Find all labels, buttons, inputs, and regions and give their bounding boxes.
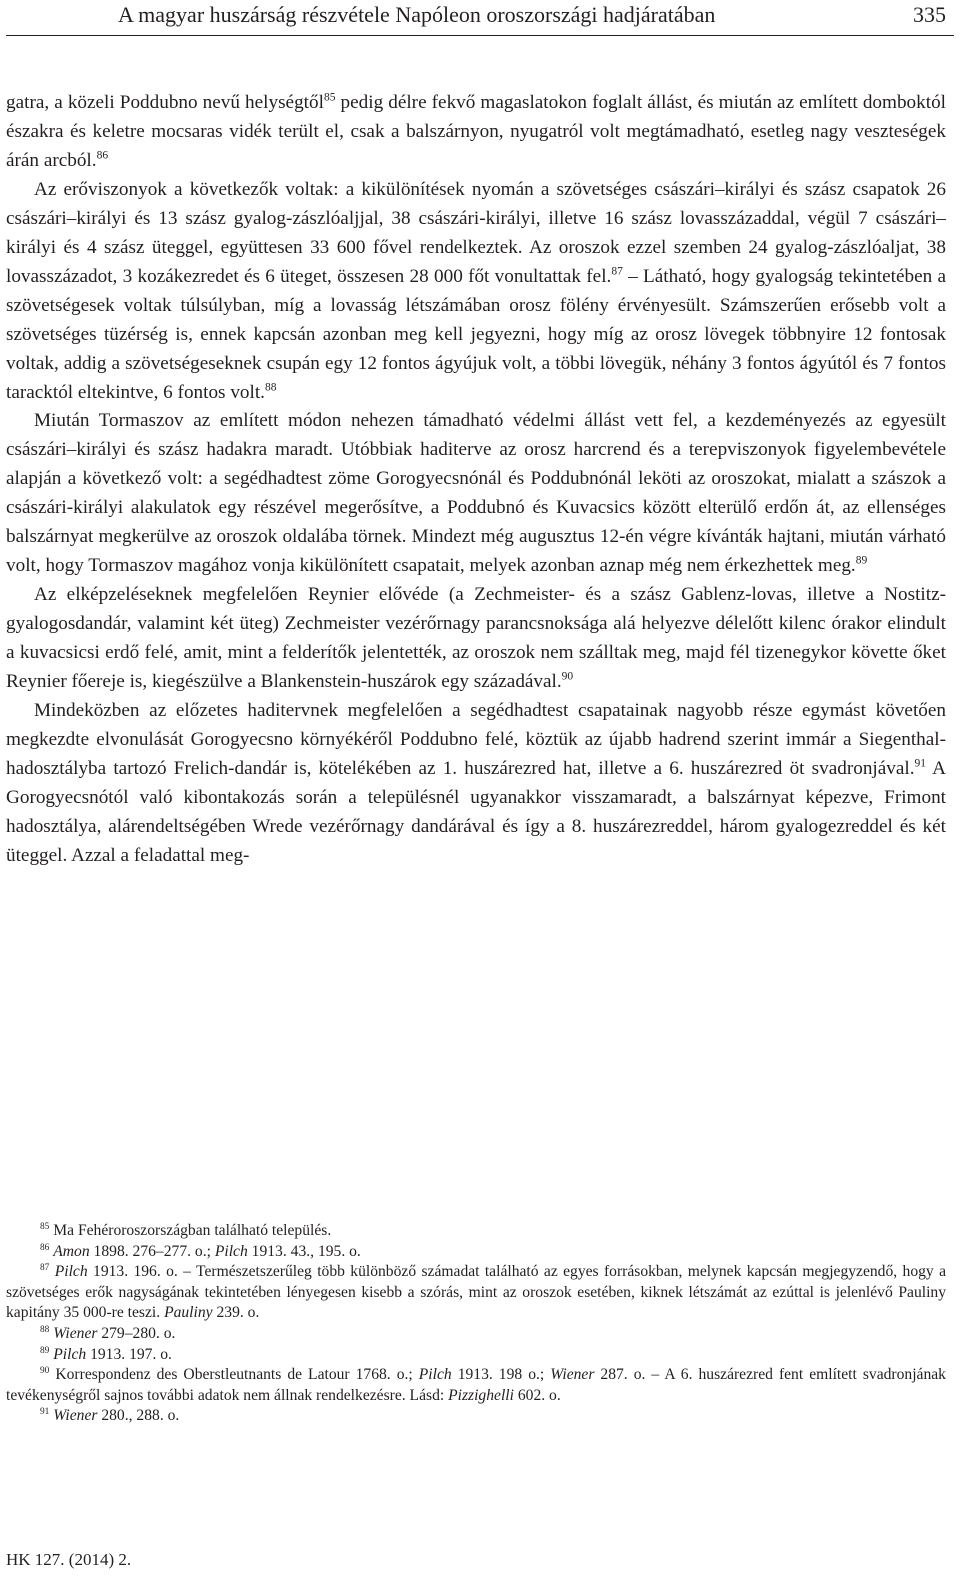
paragraph-4: Az elképzeléseknek megfelelően Reynier elővéde (a Zechmeister- és a szász Gablenz-lovas, illetve a Nostitz-gyalogosdandár, valamint két üteg) Zechmeister vezérőrnagy parancsnoksága alá helyezve délelőtt kilenc órakor elindult a kuvacsicsi erdő felé, amit, mint a felderítők jelentették, az oroszok nem szálltak meg, majd fél tizenegykor követte őket Reynier főereje is, kiegészülve a Blankenstein-huszárok egy századával.$^{90}$ (6, 584, 946, 693)
footnote-ref-88[interactable]: 88 (264, 381, 277, 394)
footnote-85: $^{85}$ Ma Fehéroroszországban található település. (40, 1221, 332, 1239)
footnote-ref-90[interactable]: 90 (561, 670, 574, 683)
page-header (0, 0, 960, 32)
paragraph-3: Miután Tormaszov az említett módon nehezen támadható védelmi állást vett fel, a kezdeményezés az egyesült császári–királyi és szász hadakra maradt. Utóbbiak haditerve az orosz harcrend és a terepviszonyok figyelembevétele alapján a következő volt: a segédhadtest zöme Gorogyecsnónál és Poddubnónál leköti az oroszokat, mialatt a szászok a császári-királyi alakulatok egy részével megerősítve, a Poddubnó és Kuvacsics között elterülő erdőn át, az ellenséges balszárnyat megkerülve az oroszok oldalába törnek. Mindezt még augusztus 12-én végre kívánták hajtani, miután várható volt, hogy Tormaszov magához vonja kikülönített csapatait, melyek azonban aznap még nem érkezhettek meg.$^{89}$ (6, 410, 946, 577)
footnote-ref-85[interactable]: 85 (323, 91, 336, 104)
footnotes (6, 1221, 946, 1427)
footnote-ref-86[interactable]: 86 (96, 149, 109, 162)
header-rule (6, 35, 954, 36)
footnote-88: $^{88}$ Wiener 279–280. o. (40, 1324, 176, 1342)
footnote-ref-89[interactable]: 89 (855, 554, 868, 567)
footnote-90: $^{90}$ Korrespondenz des Oberstleutnants de Latour 1768. o.; Pilch 1913. 198 o.; Wiener 287. o. – A 6. huszárezred fent említett svadronjának tevékenységről sajnos további adatok nem állnak rendelkezésre. Lásd: Pizzighelli 602. o. (6, 1365, 946, 1404)
footnote-91: $^{91}$ Wiener 280., 288. o. (40, 1407, 180, 1425)
paragraph-5: Mindeközben az előzetes haditervnek megfelelően a segédhadtest csapatainak nagyobb része egymást követően megkezdte elvonulását Gorogyecsno környékéről Poddubno felé, köztük az újabb hadrend szerint immár a Siegenthal-hadosztályba tartozó Frelich-dandár is, kötelékében az 1. huszárezred hat, illetve a 6. huszárezred öt svadronjával.$^{91}$ A Gorogyecsnótól való kibontakozás során a településnél ugyanakkor visszamaradt, a balszárnyat képezve, Frimont hadosztálya, alárendeltségében Wrede vezérőrnagy dandárával és így a 8. huszárezreddel, három gyalogezreddel és két üteggel. Azzal a feladattal meg- (6, 700, 946, 866)
footnote-ref-87[interactable]: 87 (611, 265, 623, 278)
footnote-ref-91[interactable]: 91 (914, 757, 927, 770)
journal-reference: HK 127. (2014) 2. (6, 1550, 132, 1569)
main-text (6, 89, 946, 871)
footnote-86: $^{86}$ Amon 1898. 276–277. o.; Pilch 1913. 43., 195. o. (40, 1242, 361, 1260)
footnote-89: $^{89}$ Pilch 1913. 197. o. (40, 1345, 172, 1363)
paragraph-2: Az erőviszonyok a következők voltak: a kikülönítések nyomán a szövetséges császári–királyi és szász csapatok 26 császári–királyi és 13 szász gyalog-zászlóaljjal, 38 császári-királyi, illetve 16 szász lovasszázaddal, végül 7 császári–királyi és 4 szász üteggel, együttesen 33 600 fővel rendelkeztek. Az oroszok ezzel szemben 24 gyalog-zászlóaljat, 38 lovasszázadot, 3 kozákezredet és 6 üteget, összesen 28 000 főt vonultattak fel.$^{87}$ – Látható, hogy gyalogság tekintetében a szövetségesek voltak túlsúlyban, míg a lovasság létszámában orosz fölény érvényesült. Számszerűen erősebb volt a szövetséges tüzérség is, ennek kapcsán azonban meg kell jegyezni, hogy míg az orosz lövegek többnyire 12 fontosak voltak, addig a szövetségeseknek csupán egy 12 fontos ágyújuk volt, a többi lövegük, néhány 3 fontos ágyútól és 7 fontos taracktól eltekintve, 6 fontos volt.$^{88}$ (6, 178, 947, 403)
footnote-87: $^{87}$ Pilch 1913. 196. o. – Természetszerűleg több különböző számadat található az egyes forrásokban, melynek kapcsán megjegyzendő, hogy a szövetséges erők nagyságának tekintetében lényegesen kisebb a szórás, mint az oroszok esetében, kiknek létszámát az ezúttal is jelenlévő Pauliny kapitány 35 000-re teszi. Pauliny 239. o. (6, 1263, 947, 1322)
page-number: 335 (913, 2, 946, 27)
paragraph-1: gatra, a közeli Poddubno nevű helységtől$^{85}$ pedig délre fekvő magaslatokon foglalt állást, és miután az említett domboktól északra és keletre mocsaras vidék terült el, csak a balszárnyon, nyugatról volt megtámadható, esetleg nagy veszteségek árán arcból.$^{86}$ (6, 91, 946, 171)
running-title: A magyar huszárság részvétele Napóleon oroszországi hadjáratában (118, 2, 716, 27)
